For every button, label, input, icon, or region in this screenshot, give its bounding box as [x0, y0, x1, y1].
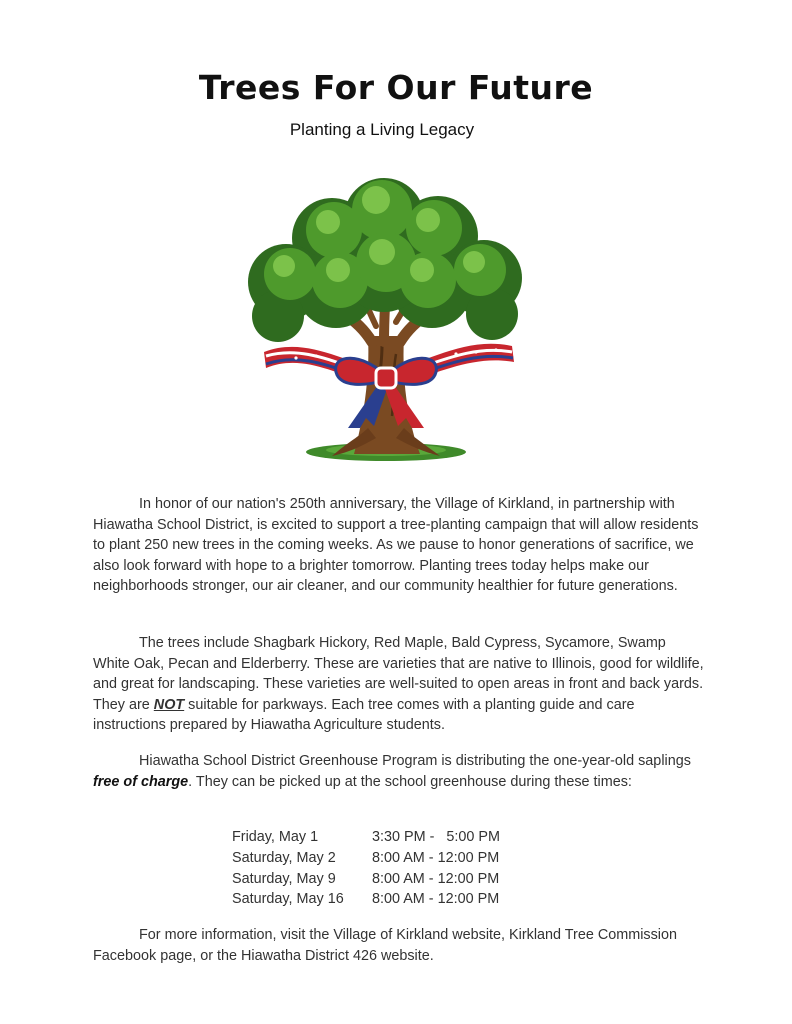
tree-with-ribbon-icon [236, 166, 532, 466]
schedule-day: Saturday, May 9 [232, 870, 336, 887]
paragraph-distribution-text-end: . They can be picked up at the school greenhouse during these times: [188, 773, 632, 790]
paragraph-distribution [93, 751, 705, 792]
paragraph-anniversary [93, 494, 705, 597]
not-emphasis: NOT [153, 696, 185, 713]
schedule-time: 8:00 AM - 12:00 PM [372, 870, 500, 887]
paragraph-more-info [93, 925, 705, 966]
schedule-time: 8:00 AM - 12:00 PM [372, 891, 500, 908]
paragraph-varieties-text-end: suitable for parkways. Each tree comes with a planting guide and care instructions prepared by Hiawatha Agriculture students. [93, 696, 635, 733]
pickup-schedule [232, 827, 500, 910]
schedule-row [232, 848, 500, 869]
schedule-day: Saturday, May 2 [232, 849, 336, 866]
schedule-day: Saturday, May 16 [232, 891, 344, 908]
schedule-row [232, 889, 500, 910]
free-of-charge-emphasis: free of charge [93, 773, 189, 790]
schedule-time: 8:00 AM - 12:00 PM [372, 849, 500, 866]
schedule-day: Friday, May 1 [232, 829, 319, 845]
paragraph-varieties-text-start: The trees include Shagbark Hickory, Red Maple, Bald Cypress, Sycamore, Swamp White Oak, Pecan and Elderberry. These are varieties that are native to Illinois, good for wildlife, and great for landscaping. These varieties are well-suited to open areas in front and back yards. They are [93, 635, 704, 713]
paragraph-tree-varieties [93, 633, 705, 736]
paragraph-distribution-text-start: Hiawatha School District Greenhouse Program is distributing the one-year-old saplings [139, 753, 691, 769]
paragraph-anniversary-text: In honor of our nation's 250th anniversary, the Village of Kirkland, in partnership with Hiawatha School District, is excited to support a tree-planting campaign that will allow residents to plant 250 new trees in the coming weeks. As we pause to honor generations of sacrifice, we also look forward with hope to a brighter tomorrow. Planting trees today helps make our neighborhoods stronger, our air cleaner, and our community healthier for future generations. [93, 496, 699, 594]
paragraph-more-info-text: For more information, visit the Village of Kirkland website, Kirkland Tree Commission Facebook page, or the Hiawatha District 426 website. [93, 927, 677, 964]
schedule-time: 3:30 PM - 5:00 PM [372, 829, 500, 845]
page-subtitle: Planting a Living Legacy [289, 120, 475, 139]
page-title: Trees For Our Future [198, 68, 594, 107]
schedule-row [232, 869, 500, 890]
schedule-row [232, 827, 500, 848]
